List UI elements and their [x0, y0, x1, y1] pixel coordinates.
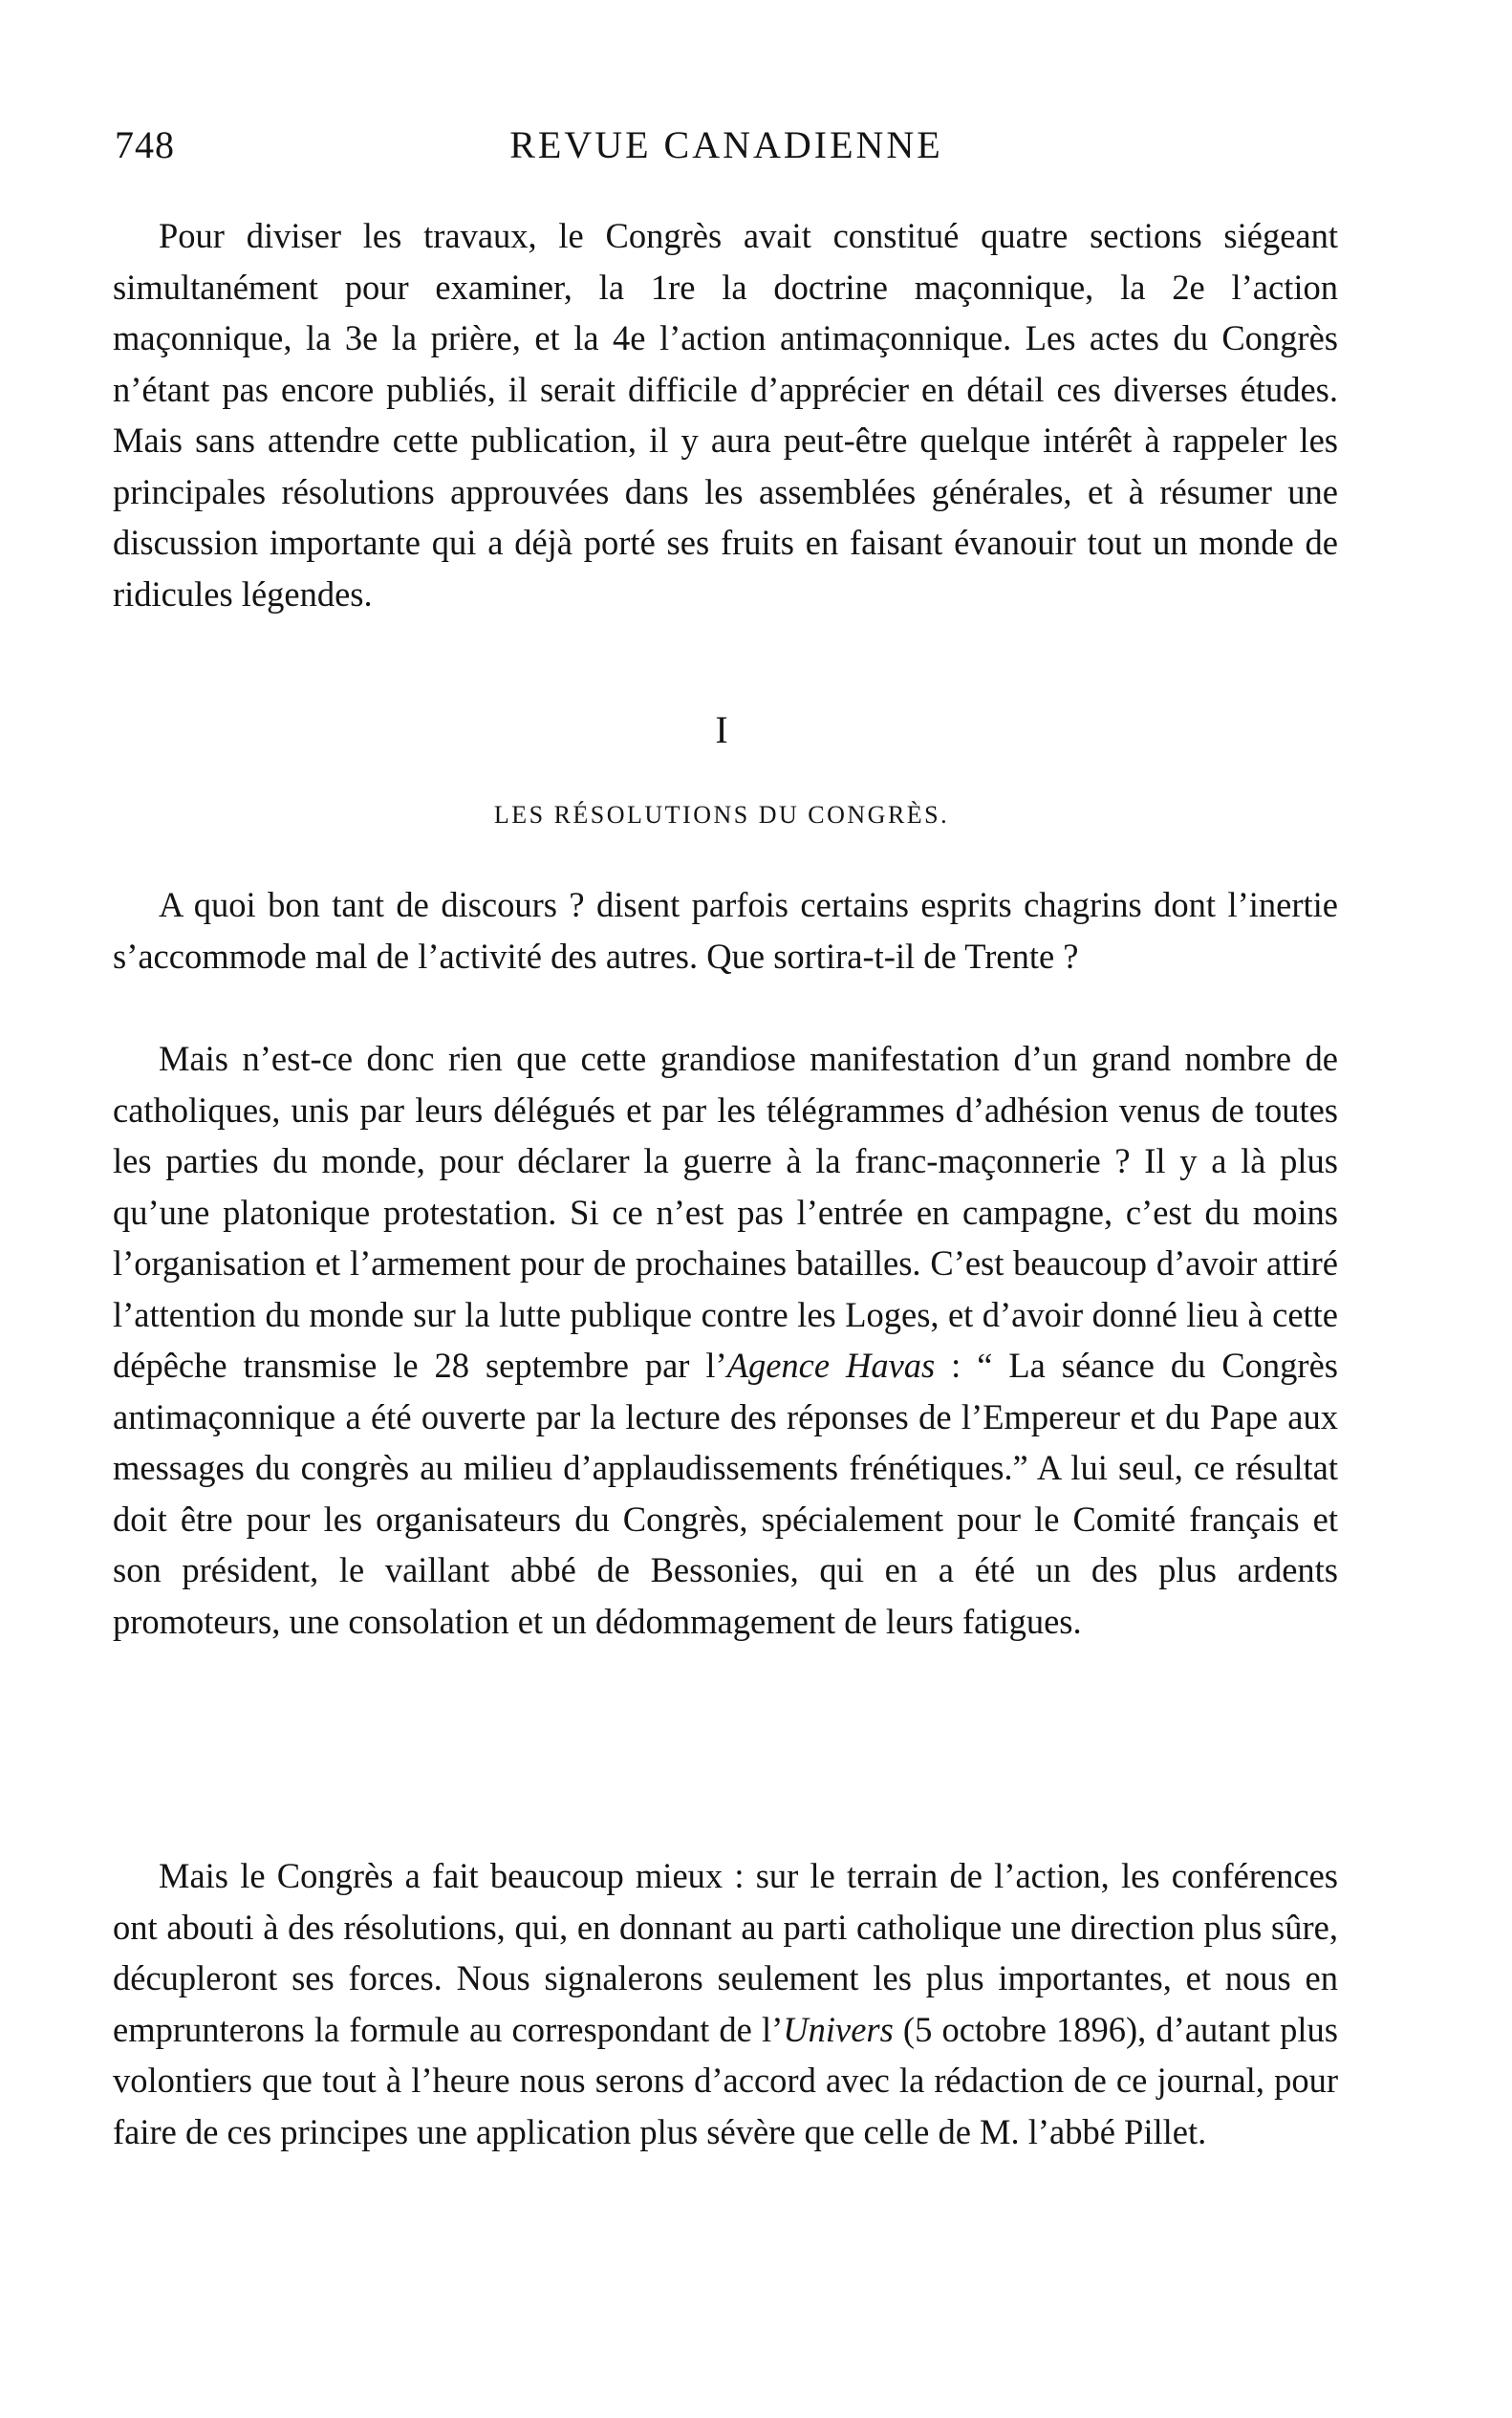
- agency-name: Agence Havas: [726, 1346, 936, 1385]
- section-heading: LES RÉSOLUTIONS DU CONGRÈS.: [493, 801, 950, 829]
- text-run: Mais n’est-ce donc rien que cette grandiose manifestation d’un grand nombre de catholiques, unis par leurs délégués et par les télégrammes d’adhésion venus de toutes les parties du monde, pour déclarer la guerre à la franc-maçonnerie ? Il y a là plus qu’une platonique protestation. Si ce n’est pas l’entrée en campagne, c’est du moins l’organisation et l’armement pour de prochaines batailles. C’est beaucoup d’avoir attiré l’attention du monde sur la lutte publique contre les Loges, et d’avoir donné lieu à cette dépêche transmise le 28 septembre par l’: [113, 1039, 1338, 1385]
- paragraph-text: [113, 1850, 1338, 2157]
- page-number: 748: [115, 123, 175, 166]
- journal-title: REVUE CANADIENNE: [509, 123, 943, 166]
- section-numeral: I: [715, 708, 728, 751]
- paragraph-manifestation: [113, 1033, 1338, 1647]
- paragraph-resolutions: [113, 1850, 1338, 2157]
- text-run: Mais le Congrès a fait beaucoup mieux : sur le terrain de l’action, les conférences ont abouti à des résolutions, qui, en donnant au parti catholique une direction plus sûre, décupleront ses forces. Nous signalerons seulement les plus importantes, et nous en emprunterons la formule au correspondant de l’: [113, 1856, 1338, 2049]
- paragraph-question: [113, 879, 1338, 982]
- paragraph-text: [113, 1033, 1338, 1647]
- paragraph-text: Pour diviser les travaux, le Congrès avait constitué quatre sections siégeant simultanément pour examiner, la 1re la doctrine maçonnique, la 2e l’action maçonnique, la 3e la prière, et la 4e l’action antimaçonnique. Les actes du Congrès n’étant pas encore publiés, il serait difficile d’apprécier en détail ces diverses études. Mais sans attendre cette publication, il y aura peut-être quelque intérêt à rappeler les principales résolutions approuvées dans les assemblées générales, et à résumer une discussion importante qui a déjà porté ses fruits en faisant évanouir tout un monde de ridicules légendes.: [113, 216, 1338, 614]
- text-run: : “ La séance du Congrès antimaçonnique a été ouverte par la lecture des réponses de l’Empereur et du Pape aux messages du congrès au milieu d’applaudissements frénétiques.” A lui seul, ce résultat doit être pour les organisateurs du Congrès, spécialement pour le Comité français et son président, le vaillant abbé de Bessonies, qui en a été un des plus ardents promoteurs, une consolation et un dédommagement de leurs fatigues.: [113, 1346, 1338, 1641]
- running-head: [115, 122, 1338, 180]
- text-run: (5 octobre 1896), d’autant plus volontiers que tout à l’heure nous serons d’accord avec la rédaction de ce journal, pour faire de ces principes une application plus sévère que celle de M. l’abbé Pillet.: [113, 2009, 1338, 2151]
- newspaper-name: Univers: [783, 2009, 894, 2049]
- paragraph-intro: [113, 210, 1338, 619]
- paragraph-text: A quoi bon tant de discours ? disent parfois certains esprits chagrins dont l’inertie s’accommode mal de l’activité des autres. Que sortira-t-il de Trente ?: [113, 885, 1338, 976]
